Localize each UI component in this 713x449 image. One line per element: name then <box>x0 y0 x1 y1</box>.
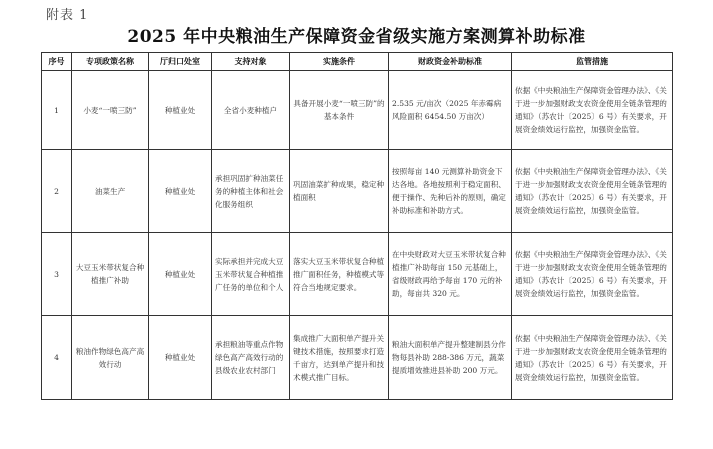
cell-dept: 种植业处 <box>149 150 212 233</box>
appendix-label: 附表 1 <box>46 8 89 23</box>
table-row <box>42 233 673 316</box>
cell-standard: 粮油大面积单产提升整建制县分作物每县补助 288-386 万元，蔬菜提质增效推进县补助 200 万元。 <box>389 316 512 400</box>
table-row <box>42 316 673 400</box>
cell-no: 2 <box>42 150 72 233</box>
cell-standard: 2.535 元/亩次（2025 年赤霉病风险面积 6454.50 万亩次） <box>389 71 512 150</box>
header-target: 支持对象 <box>212 53 290 71</box>
document-title: 2025 年中央粮油生产保障资金省级实施方案测算补助标准 <box>127 27 586 47</box>
cell-dept: 种植业处 <box>149 233 212 316</box>
cell-policy: 小麦“一喷三防” <box>72 71 149 150</box>
cell-target: 实际承担并完成大豆玉米带状复合种植推广任务的单位和个人 <box>212 233 290 316</box>
header-condition: 实施条件 <box>290 53 389 71</box>
cell-condition: 具备开展小麦“一喷三防”的基本条件 <box>290 71 389 150</box>
subsidy-standard-table <box>41 52 673 400</box>
cell-dept: 种植业处 <box>149 71 212 150</box>
table-header-row <box>42 53 673 71</box>
cell-target: 全省小麦种植户 <box>212 71 290 150</box>
cell-supervision: 依据《中央粮油生产保障资金管理办法》、《关于进一步加强财政支农资金使用全链条管理的通知》（苏农计〔2025〕6 号）有关要求，开展资金绩效运行监控，加强资金监管。 <box>512 233 673 316</box>
cell-condition: 落实大豆玉米带状复合种植推广面积任务，种植模式等符合当地规定要求。 <box>290 233 389 316</box>
cell-supervision: 依据《中央粮油生产保障资金管理办法》、《关于进一步加强财政支农资金使用全链条管理的通知》（苏农计〔2025〕6 号）有关要求，开展资金绩效运行监控，加强资金监管。 <box>512 71 673 150</box>
cell-supervision: 依据《中央粮油生产保障资金管理办法》、《关于进一步加强财政支农资金使用全链条管理的通知》（苏农计〔2025〕6 号）有关要求，开展资金绩效运行监控，加强资金监管。 <box>512 150 673 233</box>
cell-supervision: 依据《中央粮油生产保障资金管理办法》、《关于进一步加强财政支农资金使用全链条管理的通知》（苏农计〔2025〕6 号）有关要求，开展资金绩效运行监控，加强资金监管。 <box>512 316 673 400</box>
cell-target: 承担粮油等重点作物绿色高产高效行动的县级农业农村部门 <box>212 316 290 400</box>
cell-policy: 粮油作物绿色高产高效行动 <box>72 316 149 400</box>
cell-target: 承担巩固扩种油菜任务的种植主体和社会化服务组织 <box>212 150 290 233</box>
header-dept: 厅归口处室 <box>149 53 212 71</box>
header-supervision: 监管措施 <box>512 53 673 71</box>
header-policy: 专项政策名称 <box>72 53 149 71</box>
header-standard: 财政资金补助标准 <box>389 53 512 71</box>
cell-condition: 巩固油菜扩种成果，稳定种植面积 <box>290 150 389 233</box>
cell-condition: 集成推广大面积单产提升关键技术措施，按照要求打造千亩方，达到单产提升和技术模式推广目标。 <box>290 316 389 400</box>
cell-no: 3 <box>42 233 72 316</box>
table-row <box>42 150 673 233</box>
cell-no: 4 <box>42 316 72 400</box>
cell-standard: 按照每亩 140 元测算补助资金下达各地。各地按照利于稳定面积、便于操作、先种后补的原则，确定补助标准和补助方式。 <box>389 150 512 233</box>
cell-policy: 大豆玉米带状复合种植推广补助 <box>72 233 149 316</box>
table-row <box>42 71 673 150</box>
header-no: 序号 <box>42 53 72 71</box>
cell-no: 1 <box>42 71 72 150</box>
cell-dept: 种植业处 <box>149 316 212 400</box>
cell-policy: 油菜生产 <box>72 150 149 233</box>
cell-standard: 在中央财政对大豆玉米带状复合种植推广补助每亩 150 元基础上，省级财政再给予每亩 170 元的补助，每亩共 320 元。 <box>389 233 512 316</box>
